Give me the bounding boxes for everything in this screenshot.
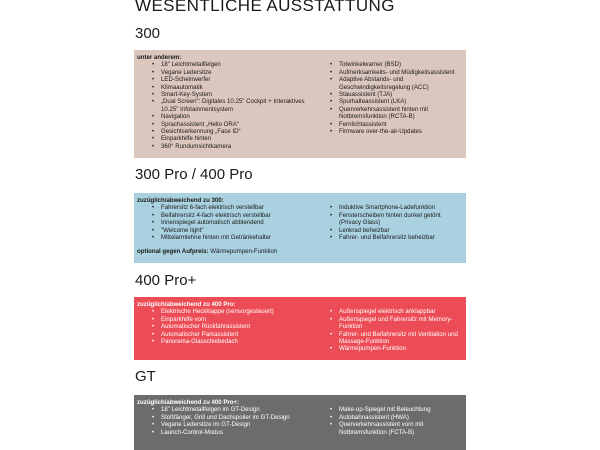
feature-item: • Einparkhilfe hinten (137, 135, 315, 142)
feature-item: • Vegane Ledersitze im GT-Design (137, 421, 315, 428)
equipment-box-pro (134, 193, 466, 263)
feature-item: • Wärmepumpen-Funktion (315, 345, 463, 352)
feature-item: • Fahrer- und Beifahrersitz mit Ventilation und Massage-Funktion (315, 331, 463, 346)
feature-item: • Gesichtserkennung „Face ID“ (137, 128, 315, 135)
box-intro: zuzüglich/abweichend zu 400 Pro+: (137, 399, 240, 406)
feature-item: • Querverkehrsassistent vorn mit Notbremsfunktion (FCTA-B) (315, 421, 463, 436)
feature-columns (137, 204, 463, 241)
section-heading-pro: 300 Pro / 400 Pro (135, 166, 253, 183)
feature-item: • Firmware over-the-air-Updates (315, 128, 463, 135)
feature-item: • Aufmerksamkeits- und Müdigkeitsassistent (315, 69, 463, 76)
feature-item: • Induktive Smartphone-Ladefunktion (315, 204, 463, 211)
feature-item: • Panorama-Glasschiebedach (137, 338, 315, 345)
optional-note-label: optional gegen Aufpreis: (137, 248, 209, 256)
feature-item: • Elektrische Heckklappe (sensorgesteuert) (137, 308, 315, 315)
box-intro: zuzüglich/abweichend zu 300: (137, 197, 224, 204)
feature-list-left (137, 406, 315, 436)
feature-item: • Fensterscheiben hinten dunkel getönt (Privacy Glass) (315, 212, 463, 227)
feature-list-right (315, 308, 463, 352)
feature-columns (137, 308, 463, 352)
feature-item: • Fahrersitz 6-fach elektrisch verstellbar (137, 204, 315, 211)
feature-item: • Lenkrad beheizbar (315, 227, 463, 234)
feature-item: • Mittelarmlehne hinten mit Getränkehalter (137, 234, 315, 241)
optional-note (137, 248, 463, 255)
feature-item: • Außenspiegel und Fahrersitz mit Memory-Funktion (315, 316, 463, 331)
feature-item: • 360° Rundumsichtkamera (137, 143, 315, 150)
section-heading-proplus: 400 Pro+ (135, 272, 197, 289)
equipment-box-300 (134, 50, 466, 158)
optional-note-text: Wärmepumpen-Funktion (208, 248, 278, 256)
feature-item: • Fernlichtassistent (315, 121, 463, 128)
feature-item: • Make-up-Spiegel mit Beleuchtung (315, 406, 463, 413)
section-heading-gt: GT (135, 368, 156, 385)
feature-item: • 18" Leichtmetallfelgen (137, 61, 315, 68)
feature-item: • Totwinkelwarner (BSD) (315, 61, 463, 68)
feature-item: • Automatischer Parkassistent (137, 331, 315, 338)
feature-item: • Adaptive Abstands- und Geschwindigkeitsregelung (ACC) (315, 76, 463, 91)
feature-item: • LED-Scheinwerfer (137, 76, 315, 83)
box-intro: unter anderem: (137, 54, 182, 61)
feature-item: • Autobahnassistent (HWA) (315, 414, 463, 421)
feature-item: • Spurhalteassistent (LKA) (315, 98, 463, 105)
page-title: WESENTLICHE AUSSTATTUNG (135, 0, 395, 15)
feature-list-left (137, 61, 315, 150)
feature-item: • „Dual Screen“: Digitales 10.25" Cockpit + Interaktives 10.25" Infotainmentsystem (137, 98, 315, 113)
feature-item: • Vegane Ledersitze (137, 69, 315, 76)
feature-list-right (315, 61, 463, 150)
feature-item: • Klimaautomatik (137, 84, 315, 91)
feature-list-left (137, 308, 315, 352)
feature-list-right (315, 204, 463, 241)
feature-item: • Querverkehrsassistent hinten mit Notbremsfunktion (RCTA-B) (315, 106, 463, 121)
feature-columns (137, 61, 463, 150)
feature-item: • Launch-Control-Modus (137, 429, 315, 436)
feature-item: • "Welcome light" (137, 227, 315, 234)
feature-columns (137, 406, 463, 436)
equipment-box-proplus (134, 297, 466, 360)
feature-item: • Fahrer- und Beifahrersitz beheizbar (315, 234, 463, 241)
box-intro: zuzüglich/abweichend zu 400 Pro: (137, 301, 236, 308)
feature-item: • Smart-Key-System (137, 91, 315, 98)
feature-item: • Außenspiegel elektrisch anklappbar (315, 308, 463, 315)
feature-list-right (315, 406, 463, 436)
section-heading-300: 300 (135, 25, 161, 42)
feature-item: • Einparkhilfe vorn (137, 316, 315, 323)
feature-item: • Sprachassistent „Hello ORA“ (137, 121, 315, 128)
feature-item: • Automatischer Rückfahrassistent (137, 323, 315, 330)
feature-item: • Innenspiegel automatisch abblendend (137, 219, 315, 226)
feature-item: • 18" Leichtmetallfelgen im GT-Design (137, 406, 315, 413)
equipment-box-gt (134, 395, 466, 450)
feature-item: • Beifahrersitz 4-fach elektrisch verstellbar (137, 212, 315, 219)
feature-item: • Stoßfänger, Grill und Dachspoiler im GT-Design (137, 414, 315, 421)
feature-item: • Stauassistent (TJA) (315, 91, 463, 98)
feature-list-left (137, 204, 315, 241)
feature-item: • Navigation (137, 113, 315, 120)
